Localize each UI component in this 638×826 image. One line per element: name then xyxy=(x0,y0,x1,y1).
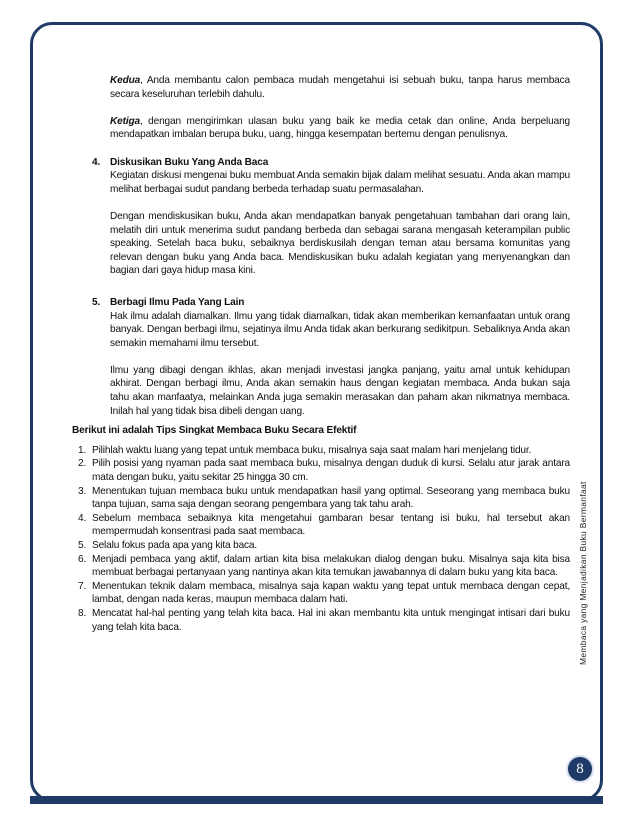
page-number: 8 xyxy=(566,755,594,783)
section-item-5 xyxy=(92,296,570,418)
tip-text: Pilih posisi yang nyaman pada saat membaca buku, misalnya dengan duduk di kursi. Selalu atur jarak antara mata dengan buku, yaitu sekitar 25 hingga 30 cm. xyxy=(92,458,570,484)
tip-number: 8. xyxy=(78,607,87,619)
item-5-title: Berbagi Ilmu Pada Yang Lain xyxy=(110,296,245,308)
page-bottom-bar xyxy=(30,796,603,804)
tip-number: 1. xyxy=(78,444,87,456)
tips-list-item xyxy=(78,607,570,634)
tip-text: Sebelum membaca sebaiknya kita mengetahui gambaran besar tentang isi buku, hal tersebut akan mempermudah konsentrasi pada saat membaca. xyxy=(92,512,570,538)
ketiga-text: , dengan mengirimkan ulasan buku yang baik ke media cetak dan online, Anda berpeluang mendapatkan imbalan berupa buku, uang, hingga kesempatan bertemu dengan penulisnya. xyxy=(110,115,570,141)
tip-text: Menentukan tujuan membaca buku untuk mendapatkan hasil yang optimal. Seseorang yang membaca buku tanpa tujuan, sama saja dengan seorang pengembara yang tak tahu arah. xyxy=(92,485,570,511)
tips-list-item xyxy=(78,485,570,512)
tips-list-item xyxy=(78,553,570,580)
tips-list-item xyxy=(78,580,570,607)
tip-number: 6. xyxy=(78,553,87,565)
ketiga-term: Ketiga xyxy=(110,115,140,127)
tip-number: 7. xyxy=(78,580,87,592)
tips-list-item xyxy=(78,512,570,539)
tip-number: 2. xyxy=(78,458,87,470)
kedua-text: , Anda membantu calon pembaca mudah mengetahui isi sebuah buku, tanpa harus membaca secara keseluruhan terlebih dahulu. xyxy=(110,75,570,100)
paragraph-kedua xyxy=(110,74,570,101)
paragraph-ketiga xyxy=(110,115,570,142)
item-5-paragraph-2: Ilmu yang dibagi dengan ikhlas, akan menjadi investasi jangka panjang, yaitu amal untuk kehidupan akhirat. Dengan berbagi ilmu, Anda akan semakin haus dengan kegiatan membaca. Anda bukan saja tahu akan manfaatya, melainkan Anda juga semakin merasakan dan paham akan nikmatnya membaca. Inilah hal yang tidak bisa dibeli dengan uang. xyxy=(110,364,570,417)
side-book-title: Membaca yang Menjadikan Buku Bermanfaat xyxy=(578,481,588,665)
kedua-term: Kedua xyxy=(110,75,141,86)
section-item-4 xyxy=(92,156,570,278)
tip-text: Mencatat hal-hal penting yang telah kita baca. Hal ini akan membantu kita untuk mengingat intisari dari buku yang telah kita baca. xyxy=(92,607,570,633)
item-5-number: 5. xyxy=(92,296,101,308)
item-5-paragraph-1: Hak ilmu adalah diamalkan. Ilmu yang tidak diamalkan, tidak akan memberikan kemanfaatan untuk orang banyak. Dengan berbagi ilmu, sejatinya ilmu Anda tidak akan berkurang sedikitpun. Sebaliknya Anda akan semakin memahami ilmu tersebut. xyxy=(110,310,570,349)
tips-list-item xyxy=(78,444,570,458)
item-4-paragraph-1: Kegiatan diskusi mengenai buku membuat Anda semakin bijak dalam melihat sesuatu. Anda akan mampu melihat berbagai sudut pandang berbeda terhadap suatu permasalahan. xyxy=(110,170,570,195)
tips-list xyxy=(72,444,570,634)
tip-number: 4. xyxy=(78,512,87,524)
tip-number: 5. xyxy=(78,540,87,551)
tips-heading: Berikut ini adalah Tips Singkat Membaca Buku Secara Efektif xyxy=(72,425,357,437)
item-4-title: Diskusikan Buku Yang Anda Baca xyxy=(110,156,269,168)
tip-text: Pilihlah waktu luang yang tepat untuk membaca buku, misalnya saja saat malam hari menjelang tidur. xyxy=(92,444,532,456)
tips-list-item xyxy=(78,539,570,553)
tip-text: Selalu fokus pada apa yang kita baca. xyxy=(92,540,258,551)
page-content xyxy=(72,74,570,634)
tip-number: 3. xyxy=(78,485,87,497)
item-4-number: 4. xyxy=(92,156,101,168)
tip-text: Menjadi pembaca yang aktif, dalam artian kita bisa melakukan dialog dengan buku. Misalnya saja kita bisa membuat berbagai pertanyaan yang nantinya akan kita temukan jawabannya di dalam buku yang kita baca. xyxy=(92,553,570,579)
tip-text: Menentukan teknik dalam membaca, misalnya saja kapan waktu yang tepat untuk membaca dengan cepat, lambat, dengan nada keras, maupun membaca dalam hati. xyxy=(92,580,570,606)
item-4-paragraph-2: Dengan mendiskusikan buku, Anda akan mendapatkan banyak pengetahuan tambahan dari orang lain, melatih diri untuk menerima sudut pandang berbeda dan sebagai sarana mengasah keterampilan public speaking. Setelah baca buku, sebaiknya berdiskusilah dengan teman atau bersama komunitas yang relevan dengan buku yang Anda baca. Mendiskusikan buku adalah kegiatan yang menyenangkan dan bagian dari gaya hidup masa kini. xyxy=(110,210,570,277)
tips-list-item xyxy=(78,457,570,484)
